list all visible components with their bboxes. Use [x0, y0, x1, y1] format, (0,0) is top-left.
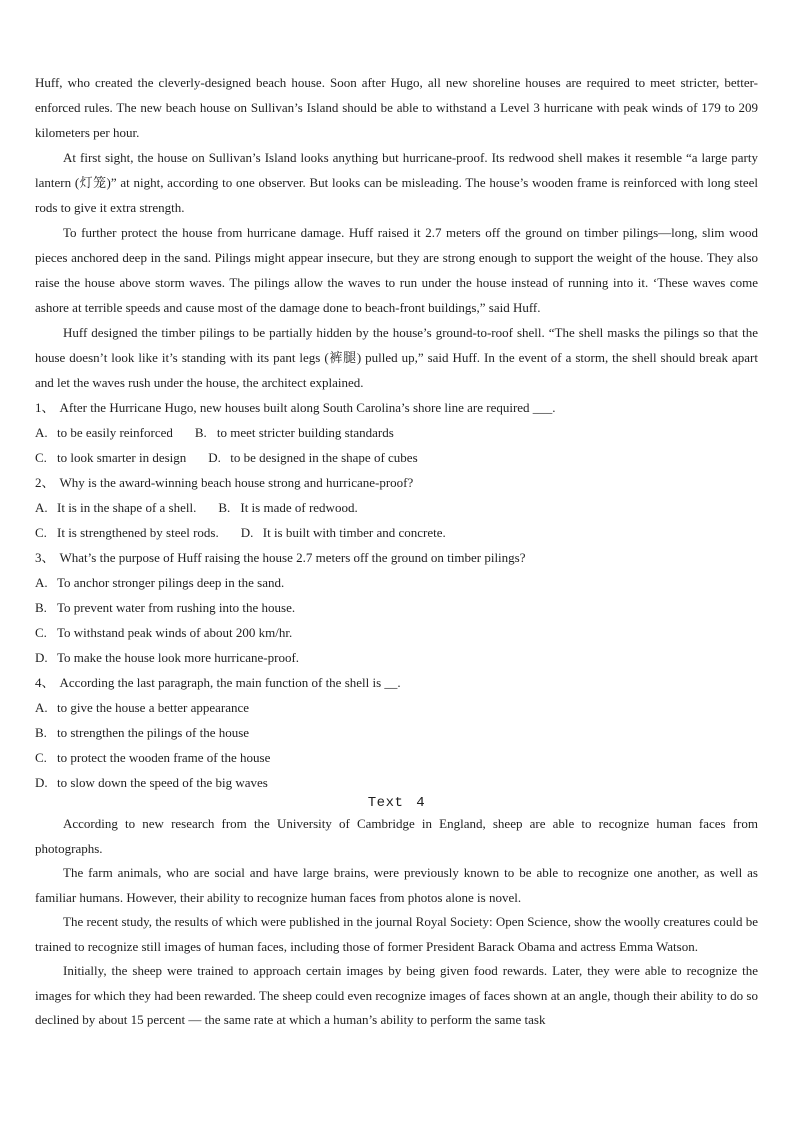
option-text: to slow down the speed of the big waves [57, 775, 268, 790]
option-label: B. [35, 725, 47, 740]
paragraph: The farm animals, who are social and have large brains, were previously known to be able to recognize one another, as well as familiar humans. However, their ability to recognize human faces from photos alone is novel. [35, 865, 758, 905]
question-text: According the last paragraph, the main function of the shell is __. [59, 675, 401, 690]
option-row [35, 445, 758, 470]
question [35, 470, 758, 495]
option-row [35, 620, 758, 645]
question-text: What’s the purpose of Huff raising the house 2.7 meters off the ground on timber pilings? [59, 550, 526, 565]
option-label: C. [35, 750, 47, 765]
option-text: to be easily reinforced [57, 425, 173, 440]
option-text: To withstand peak winds of about 200 km/hr. [57, 625, 293, 640]
reading-passage-section [35, 812, 758, 1033]
option-row [35, 520, 758, 545]
option-text: to protect the wooden frame of the house [57, 750, 271, 765]
question-number: 2、 [35, 475, 55, 490]
reading-passage-section [35, 70, 758, 795]
option-row [35, 645, 758, 670]
option-label: A. [35, 500, 48, 515]
option [35, 575, 284, 590]
option-text: to meet stricter building standards [216, 425, 394, 440]
paragraph: Huff designed the timber pilings to be partially hidden by the house’s ground-to-roof shell. “The shell masks the pilings so that the house doesn’t look like it’s standing with its pant legs (裤腿) pulled up,” said Huff. In the event of a storm, the shell should break apart and let the waves rush under the house, the architect explained. [35, 325, 758, 390]
option-text: to give the house a better appearance [57, 700, 250, 715]
question [35, 395, 758, 420]
option-row [35, 570, 758, 595]
option-text: It is made of redwood. [240, 500, 358, 515]
option-text: To prevent water from rushing into the house. [57, 600, 296, 615]
option [218, 500, 357, 515]
option-label: C. [35, 525, 47, 540]
option-row [35, 595, 758, 620]
option-row [35, 420, 758, 445]
option-label: D. [240, 525, 254, 540]
option-row [35, 745, 758, 770]
option-label: C. [35, 450, 47, 465]
option-row [35, 720, 758, 745]
paragraph: To further protect the house from hurricane damage. Huff raised it 2.7 meters off the ground on timber pilings—long, slim wood pieces anchored deep in the sand. Pilings might appear insecure, but they are strong enough to support the weight of the house. They also raise the house above storm waves. The pilings allow the waves to run under the house instead of running into it. ‘These waves come ashore at terrible speeds and cause most of the damage done to beach-front buildings,” said Huff. [35, 225, 758, 315]
option [35, 425, 173, 440]
option [35, 600, 295, 615]
option-text: It is built with timber and concrete. [262, 525, 446, 540]
option [35, 500, 196, 515]
option-label: D. [35, 775, 48, 790]
question [35, 670, 758, 695]
option-text: It is strengthened by steel rods. [57, 525, 219, 540]
option-label: B. [194, 425, 207, 440]
paragraph: Huff, who created the cleverly-designed beach house. Soon after Hugo, all new shoreline houses are required to meet stricter, better-enforced rules. The new beach house on Sullivan’s Island should be able to withstand a Level 3 hurricane with peak winds of 179 to 209 kilometers per hour. [35, 75, 758, 140]
option-label: C. [35, 625, 47, 640]
question-number: 1、 [35, 400, 55, 415]
option-label: A. [35, 575, 48, 590]
question [35, 545, 758, 570]
option [35, 750, 270, 765]
option-label: D. [35, 650, 48, 665]
option-label: A. [35, 700, 48, 715]
option-label: D. [208, 450, 221, 465]
option-text: to be designed in the shape of cubes [230, 450, 418, 465]
option [35, 525, 219, 540]
paragraph: The recent study, the results of which were published in the journal Royal Society: Open Science, show the woolly creatures could be trained to recognize still images of human faces, including those of former President Barack Obama and actress Emma Watson. [35, 914, 758, 954]
option [35, 725, 249, 740]
option [35, 650, 299, 665]
paragraph: At first sight, the house on Sullivan’s Island looks anything but hurricane-proof. Its redwood shell makes it resemble “a large party lantern (灯笼)” at night, according to one observer. But looks can be misleading. The house’s wooden frame is reinforced with long steel rods to give it extra strength. [35, 150, 758, 215]
question-text: After the Hurricane Hugo, new houses built along South Carolina’s shore line are required ___. [59, 400, 556, 415]
option [35, 450, 186, 465]
question-number: 4、 [35, 675, 55, 690]
option [35, 625, 292, 640]
section-heading: Text 4 [367, 795, 426, 811]
option-text: It is in the shape of a shell. [57, 500, 197, 515]
paragraph: According to new research from the University of Cambridge in England, sheep are able to recognize human faces from photographs. [35, 816, 758, 856]
option-row [35, 770, 758, 795]
question-number: 3、 [35, 550, 55, 565]
option-row [35, 495, 758, 520]
paragraph: Initially, the sheep were trained to approach certain images by being given food rewards. Later, they were able to recognize the images for which they had been rewarded. The sheep could even recognize images of faces shown at an angle, though their ability to do so declined by about 15 percent — the same rate at which a human’s ability to perform the same task [35, 963, 758, 1027]
option-label: A. [35, 425, 48, 440]
option-text: To anchor stronger pilings deep in the sand. [57, 575, 285, 590]
question-text: Why is the award-winning beach house strong and hurricane-proof? [59, 475, 414, 490]
option-text: to strengthen the pilings of the house [57, 725, 250, 740]
option-text: to look smarter in design [57, 450, 187, 465]
option-label: B. [218, 500, 231, 515]
option [35, 775, 268, 790]
option-text: To make the house look more hurricane-proof. [57, 650, 300, 665]
option [195, 425, 394, 440]
option [241, 525, 446, 540]
option-label: B. [35, 600, 47, 615]
document-body [35, 70, 758, 1033]
option [208, 450, 417, 465]
option-row [35, 695, 758, 720]
option [35, 700, 249, 715]
